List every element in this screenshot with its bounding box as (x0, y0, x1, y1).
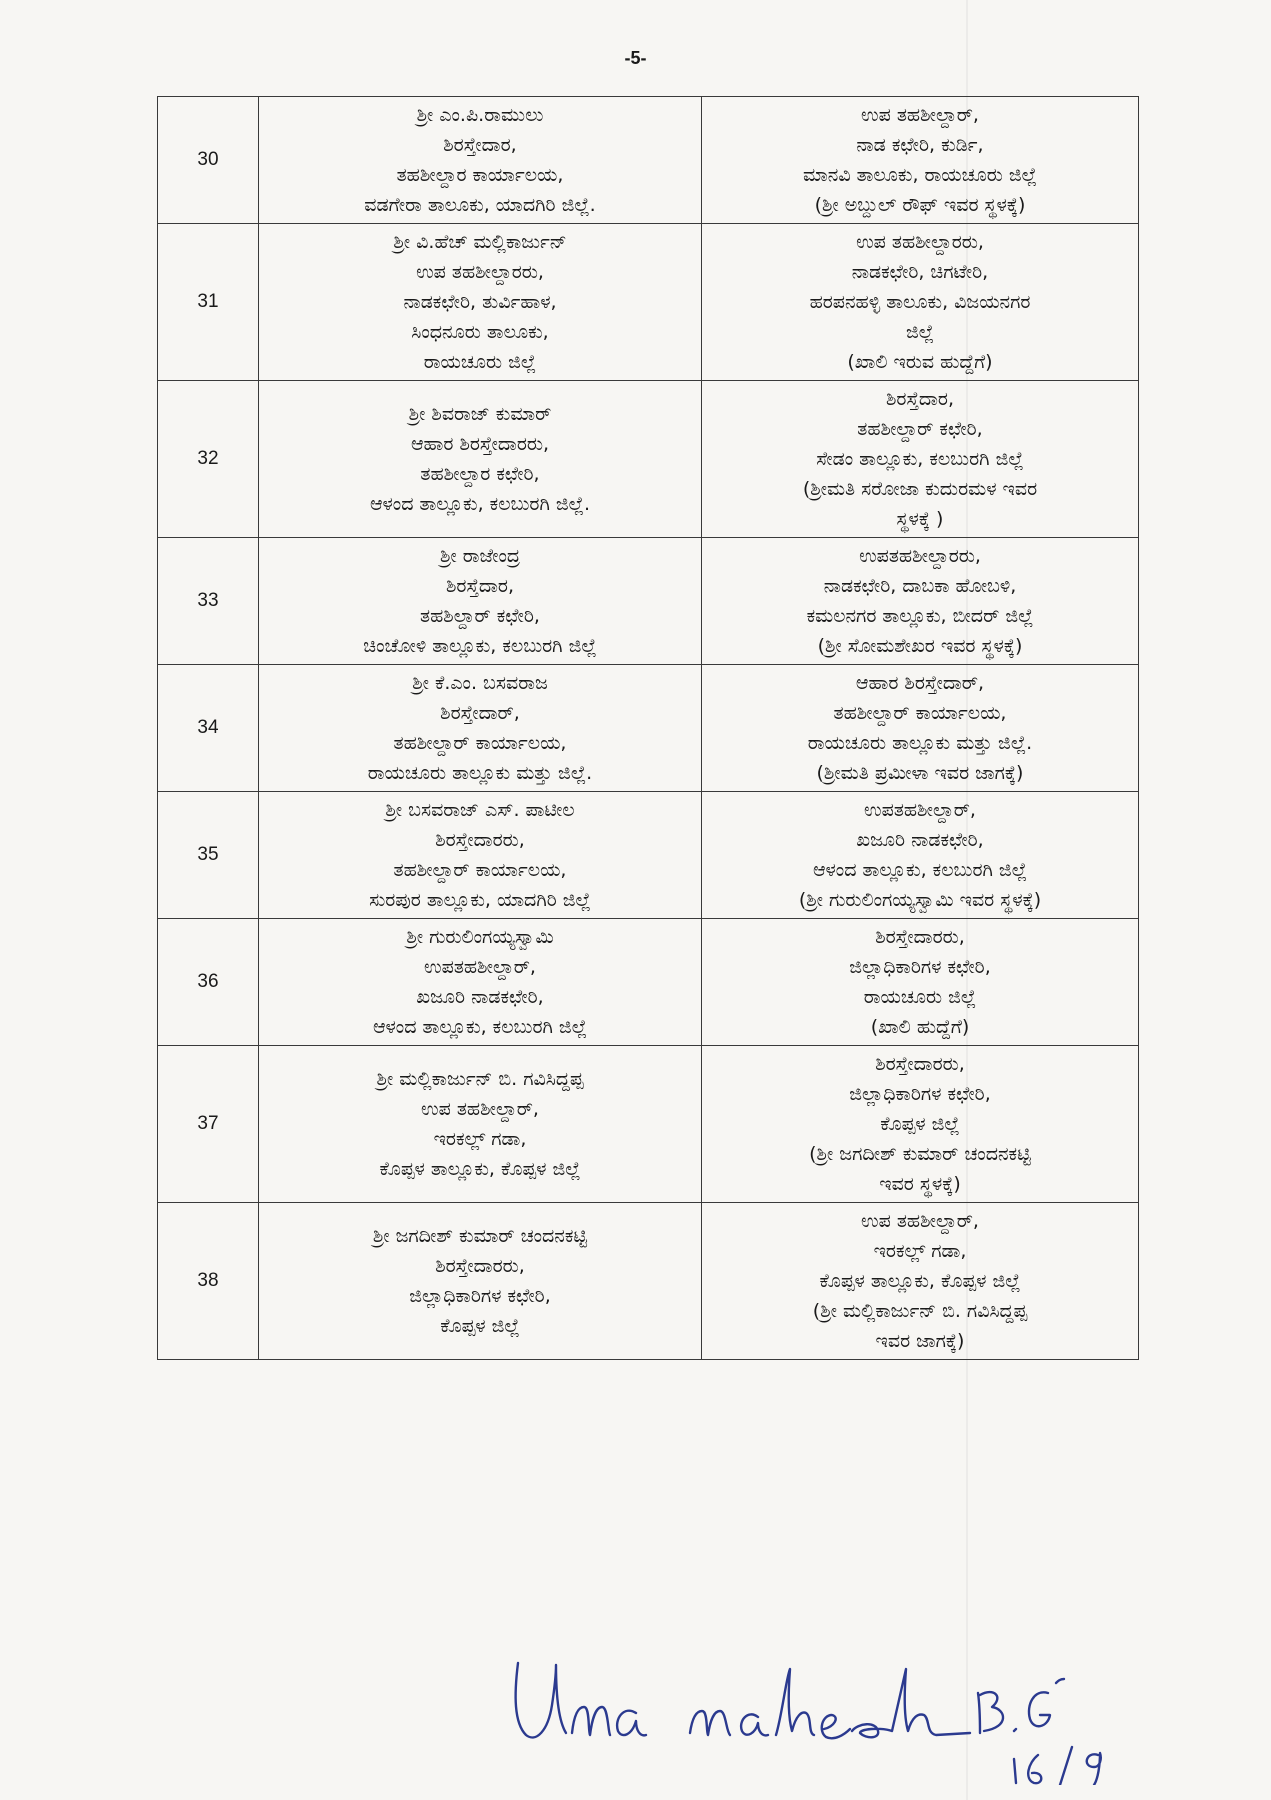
signature (500, 1635, 1140, 1785)
serial-number-cell: 33 (158, 538, 259, 665)
current-posting-line: ತಹಶೀಲ್ದಾರ ಕಛೇರಿ, (420, 463, 540, 485)
transfer-posting-cell (702, 97, 1139, 224)
current-posting-line: ತಹಶಿಲ್ದಾರ್ ಕಛೇರಿ, (420, 605, 540, 627)
transfer-posting-line: ಕೊಪ್ಪಳ ತಾಲ್ಲೂಕು, ಕೊಪ್ಪಳ ಜಿಲ್ಲೆ (819, 1270, 1021, 1292)
serial-number-cell: 37 (158, 1046, 259, 1203)
transfer-posting-cell (702, 538, 1139, 665)
transfer-posting-line: ಶಿರಸ್ತೆದಾರ, (886, 388, 954, 410)
current-posting-line: ಶ್ರೀ ಗುರುಲಿಂಗಯ್ಯಸ್ವಾಮಿ (406, 926, 554, 948)
transfer-posting-line: (ಶ್ರೀಮತಿ ಸರೋಜಾ ಕುದುರಮಳ ಇವರ (802, 478, 1038, 500)
current-posting-line: ಕೊಪ್ಪಳ ಜಿಲ್ಲೆ (440, 1315, 520, 1337)
current-posting-line: ನಾಡಕಛೇರಿ, ತುರ್ವಿಹಾಳ, (403, 291, 557, 313)
current-posting-line: ಆಹಾರ ಶಿರಸ್ತೇದಾರರು, (410, 433, 550, 455)
transfer-posting-line: ಶಿರಸ್ತೇದಾರರು, (875, 1053, 965, 1075)
current-posting-line: ತಹಶೀಲ್ದಾರ್ ಕಾರ್ಯಾಲಯ, (393, 859, 567, 881)
current-posting-line: ಶ್ರೀ ಎಂ.ಪಿ.ರಾಮುಲು (416, 104, 544, 126)
current-posting-line: ಆಳಂದ ತಾಲ್ಲೂಕು, ಕಲಬುರಗಿ ಜಿಲ್ಲೆ. (369, 493, 591, 515)
transfer-posting-line: ಜಿಲ್ಲಾಧಿಕಾರಿಗಳ ಕಛೇರಿ, (849, 956, 991, 978)
table-row (158, 1046, 1139, 1203)
current-posting-line: ಶ್ರೀ ರಾಜೇಂದ್ರ (439, 545, 521, 567)
serial-number-cell: 35 (158, 792, 259, 919)
transfer-posting-line: ಸ್ಥಳಕ್ಕೆ ) (896, 508, 944, 530)
current-posting-line: ಇರಕಲ್ಲ್ ಗಡಾ, (433, 1128, 527, 1150)
transfer-posting-line: (ಶ್ರೀ ಮಲ್ಲಿಕಾರ್ಜುನ್ ಬಿ. ಗವಿಸಿದ್ದಪ್ಪ (812, 1300, 1028, 1322)
serial-number-cell: 30 (158, 97, 259, 224)
current-posting-line: ಉಪ ತಹಶೀಲ್ದಾರ್, (421, 1098, 539, 1120)
current-posting-cell (259, 224, 702, 381)
transfer-posting-line: ಖಜೂರಿ ನಾಡಕಛೇರಿ, (856, 829, 984, 851)
current-posting-line: ಆಳಂದ ತಾಲ್ಲೂಕು, ಕಲಬುರಗಿ ಜಿಲ್ಲೆ (372, 1016, 588, 1038)
transfer-posting-line: ಉಪತಹಶೀಲ್ದಾರ್, (864, 799, 976, 821)
transfer-posting-line: ರಾಯಚೂರು ಜಿಲ್ಲೆ (863, 986, 977, 1008)
current-posting-line: ಶಿರಸ್ತೇದಾರ್, (440, 702, 520, 724)
transfer-posting-line: (ಖಾಲಿ ಹುದ್ದೆಗೆ) (870, 1016, 970, 1038)
current-posting-line: ಶಿರಸ್ತೇದಾರ, (443, 134, 517, 156)
transfer-posting-line: (ಶ್ರೀ ಸೋಮಶೇಖರ ಇವರ ಸ್ಥಳಕ್ಕೆ) (817, 635, 1023, 657)
table-row (158, 97, 1139, 224)
transfer-posting-cell (702, 665, 1139, 792)
transfer-posting-line: ಉಪ ತಹಶೀಲ್ದಾರ್, (861, 1210, 979, 1232)
transfer-posting-line: ನಾಡಕಛೇರಿ, ದಾಬಕಾ ಹೋಬಳಿ, (823, 575, 1017, 597)
current-posting-line: ಸುರಪುರ ತಾಲ್ಲೂಕು, ಯಾದಗಿರಿ ಜಿಲ್ಲೆ (369, 889, 591, 911)
transfer-posting-line: (ಶ್ರೀ ಜಗದೀಶ್ ಕುಮಾರ್ ಚಂದನಕಟ್ಟಿ (809, 1143, 1031, 1165)
current-posting-cell (259, 538, 702, 665)
transfer-posting-line: ಇವರ ಜಾಗಕ್ಕೆ) (875, 1330, 965, 1352)
current-posting-line: ವಡಗೇರಾ ತಾಲೂಕು, ಯಾದಗಿರಿ ಜಿಲ್ಲೆ. (364, 194, 596, 216)
current-posting-line: ಶ್ರೀ ಮಲ್ಲಿಕಾರ್ಜುನ್ ಬಿ. ಗವಿಸಿದ್ದಪ್ಪ (376, 1068, 584, 1090)
transfer-posting-cell (702, 792, 1139, 919)
transfer-posting-line: ತಹಶೀಲ್ದಾರ್ ಕಛೇರಿ, (857, 418, 983, 440)
transfer-posting-cell (702, 1203, 1139, 1360)
transfer-posting-line: ತಹಶೀಲ್ದಾರ್ ಕಾರ್ಯಾಲಯ, (833, 702, 1007, 724)
table-row (158, 792, 1139, 919)
transfer-posting-line: ಕಮಲನಗರ ತಾಲ್ಲೂಕು, ಬೀದರ್ ಜಿಲ್ಲೆ (806, 605, 1034, 627)
transfer-posting-line: ಜಿಲ್ಲಾಧಿಕಾರಿಗಳ ಕಛೇರಿ, (849, 1083, 991, 1105)
transfer-posting-line: ನಾಡಕಛೇರಿ, ಚಿಗಟೇರಿ, (851, 261, 989, 283)
current-posting-cell (259, 665, 702, 792)
transfer-table-body (158, 97, 1139, 1360)
transfer-posting-line: (ಶ್ರೀ ಗುರುಲಿಂಗಯ್ಯಸ್ವಾಮಿ ಇವರ ಸ್ಥಳಕ್ಕೆ) (798, 889, 1042, 911)
transfer-posting-cell (702, 1046, 1139, 1203)
current-posting-line: ಶಿರಸ್ತೇದಾರರು, (435, 1255, 525, 1277)
transfer-posting-line: ಕೊಪ್ಪಳ ಜಿಲ್ಲೆ (880, 1113, 960, 1135)
transfer-posting-line: ಸೇಡಂ ತಾಲ್ಲೂಕು, ಕಲಬುರಗಿ ಜಿಲ್ಲೆ (816, 448, 1024, 470)
current-posting-line: ಸಿಂಧನೂರು ತಾಲೂಕು, (411, 321, 549, 343)
transfer-posting-cell (702, 224, 1139, 381)
current-posting-line: ಶ್ರೀ ಜಗದೀಶ್ ಕುಮಾರ್ ಚಂದನಕಟ್ಟಿ (372, 1225, 588, 1247)
page-number: -5- (624, 48, 647, 68)
transfer-posting-line: ಆಳಂದ ತಾಲ್ಲೂಕು, ಕಲಬುರಗಿ ಜಿಲ್ಲೆ (812, 859, 1028, 881)
transfer-posting-cell (702, 381, 1139, 538)
table-row (158, 381, 1139, 538)
serial-number-cell: 31 (158, 224, 259, 381)
transfer-posting-line: ಇರಕಲ್ಲ್ ಗಡಾ, (873, 1240, 967, 1262)
transfer-posting-line: ಹರಪನಹಳ್ಳಿ ತಾಲೂಕು, ವಿಜಯನಗರ (809, 291, 1031, 313)
transfer-table (157, 96, 1139, 1360)
transfer-posting-line: ಉಪ ತಹಶೀಲ್ದಾರ್, (861, 104, 979, 126)
serial-number-cell: 36 (158, 919, 259, 1046)
current-posting-cell (259, 792, 702, 919)
current-posting-cell (259, 1046, 702, 1203)
transfer-posting-line: ಮಾನವಿ ತಾಲೂಕು, ರಾಯಚೂರು ಜಿಲ್ಲೆ (803, 164, 1037, 186)
current-posting-cell (259, 381, 702, 538)
table-row (158, 665, 1139, 792)
transfer-posting-line: ನಾಡ ಕಛೇರಿ, ಕುರ್ಡಿ, (856, 134, 984, 156)
serial-number-cell: 32 (158, 381, 259, 538)
serial-number-cell: 34 (158, 665, 259, 792)
current-posting-line: ಶ್ರೀ ಶಿವರಾಜ್ ಕುಮಾರ್ (408, 403, 552, 425)
transfer-posting-line: (ಶ್ರೀಮತಿ ಪ್ರಮೀಳಾ ಇವರ ಜಾಗಕ್ಕೆ) (816, 762, 1024, 784)
transfer-posting-cell (702, 919, 1139, 1046)
transfer-posting-line: ಜಿಲ್ಲೆ (905, 321, 935, 343)
current-posting-line: ರಾಯಚೂರು ತಾಲ್ಲೂಕು ಮತ್ತು ಜಿಲ್ಲೆ. (367, 762, 593, 784)
current-posting-line: ಜಿಲ್ಲಾಧಿಕಾರಿಗಳ ಕಛೇರಿ, (409, 1285, 551, 1307)
transfer-posting-line: ರಾಯಚೂರು ತಾಲ್ಲೂಕು ಮತ್ತು ಜಿಲ್ಲೆ. (807, 732, 1033, 754)
current-posting-cell (259, 1203, 702, 1360)
current-posting-line: ಖಜೂರಿ ನಾಡಕಛೇರಿ, (416, 986, 544, 1008)
transfer-posting-line: ಶಿರಸ್ತೇದಾರರು, (875, 926, 965, 948)
current-posting-line: ಚಿಂಚೋಳಿ ತಾಲ್ಲೂಕು, ಕಲಬುರಗಿ ಜಿಲ್ಲೆ (363, 635, 597, 657)
current-posting-line: ಶಿರಸ್ತೆದಾರ, (446, 575, 514, 597)
current-posting-line: ಉಪ ತಹಶೀಲ್ದಾರರು, (416, 261, 544, 283)
current-posting-line: ಶಿರಸ್ತೇದಾರರು, (435, 829, 525, 851)
transfer-posting-line: ಉಪ ತಹಶೀಲ್ದಾರರು, (856, 231, 984, 253)
current-posting-line: ಶ್ರೀ ಬಸವರಾಜ್ ಎಸ್. ಪಾಟೀಲ (385, 799, 575, 821)
current-posting-cell (259, 97, 702, 224)
current-posting-line: ಶ್ರೀ ಕೆ.ಎಂ. ಬಸವರಾಜ (412, 672, 548, 694)
serial-number-cell: 38 (158, 1203, 259, 1360)
current-posting-line: ಶ್ರೀ ವಿ.ಹೆಚ್ ಮಲ್ಲಿಕಾರ್ಜುನ್ (393, 231, 567, 253)
table-row (158, 1203, 1139, 1360)
current-posting-line: ರಾಯಚೂರು ಜಿಲ್ಲೆ (423, 351, 537, 373)
table-row (158, 919, 1139, 1046)
transfer-posting-line: ಉಪತಹಶೀಲ್ದಾರರು, (859, 545, 981, 567)
transfer-posting-line: ಇವರ ಸ್ಥಳಕ್ಕೆ) (879, 1173, 961, 1195)
current-posting-line: ಕೊಪ್ಪಳ ತಾಲ್ಲೂಕು, ಕೊಪ್ಪಳ ಜಿಲ್ಲೆ (379, 1158, 581, 1180)
current-posting-cell (259, 919, 702, 1046)
current-posting-line: ಉಪತಹಶೀಲ್ದಾರ್, (424, 956, 536, 978)
table-row (158, 224, 1139, 381)
transfer-posting-line: (ಶ್ರೀ ಅಬ್ದುಲ್ ರೌಫ್ ಇವರ ಸ್ಥಳಕ್ಕೆ) (814, 194, 1026, 216)
transfer-posting-line: (ಖಾಲಿ ಇರುವ ಹುದ್ದೆಗೆ) (847, 351, 993, 373)
current-posting-line: ತಹಶೀಲ್ದಾರ್ ಕಾರ್ಯಾಲಯ, (393, 732, 567, 754)
table-row (158, 538, 1139, 665)
transfer-posting-line: ಆಹಾರ ಶಿರಸ್ತೇದಾರ್, (855, 672, 985, 694)
current-posting-line: ತಹಶೀಲ್ದಾರ ಕಾರ್ಯಾಲಯ, (396, 164, 564, 186)
